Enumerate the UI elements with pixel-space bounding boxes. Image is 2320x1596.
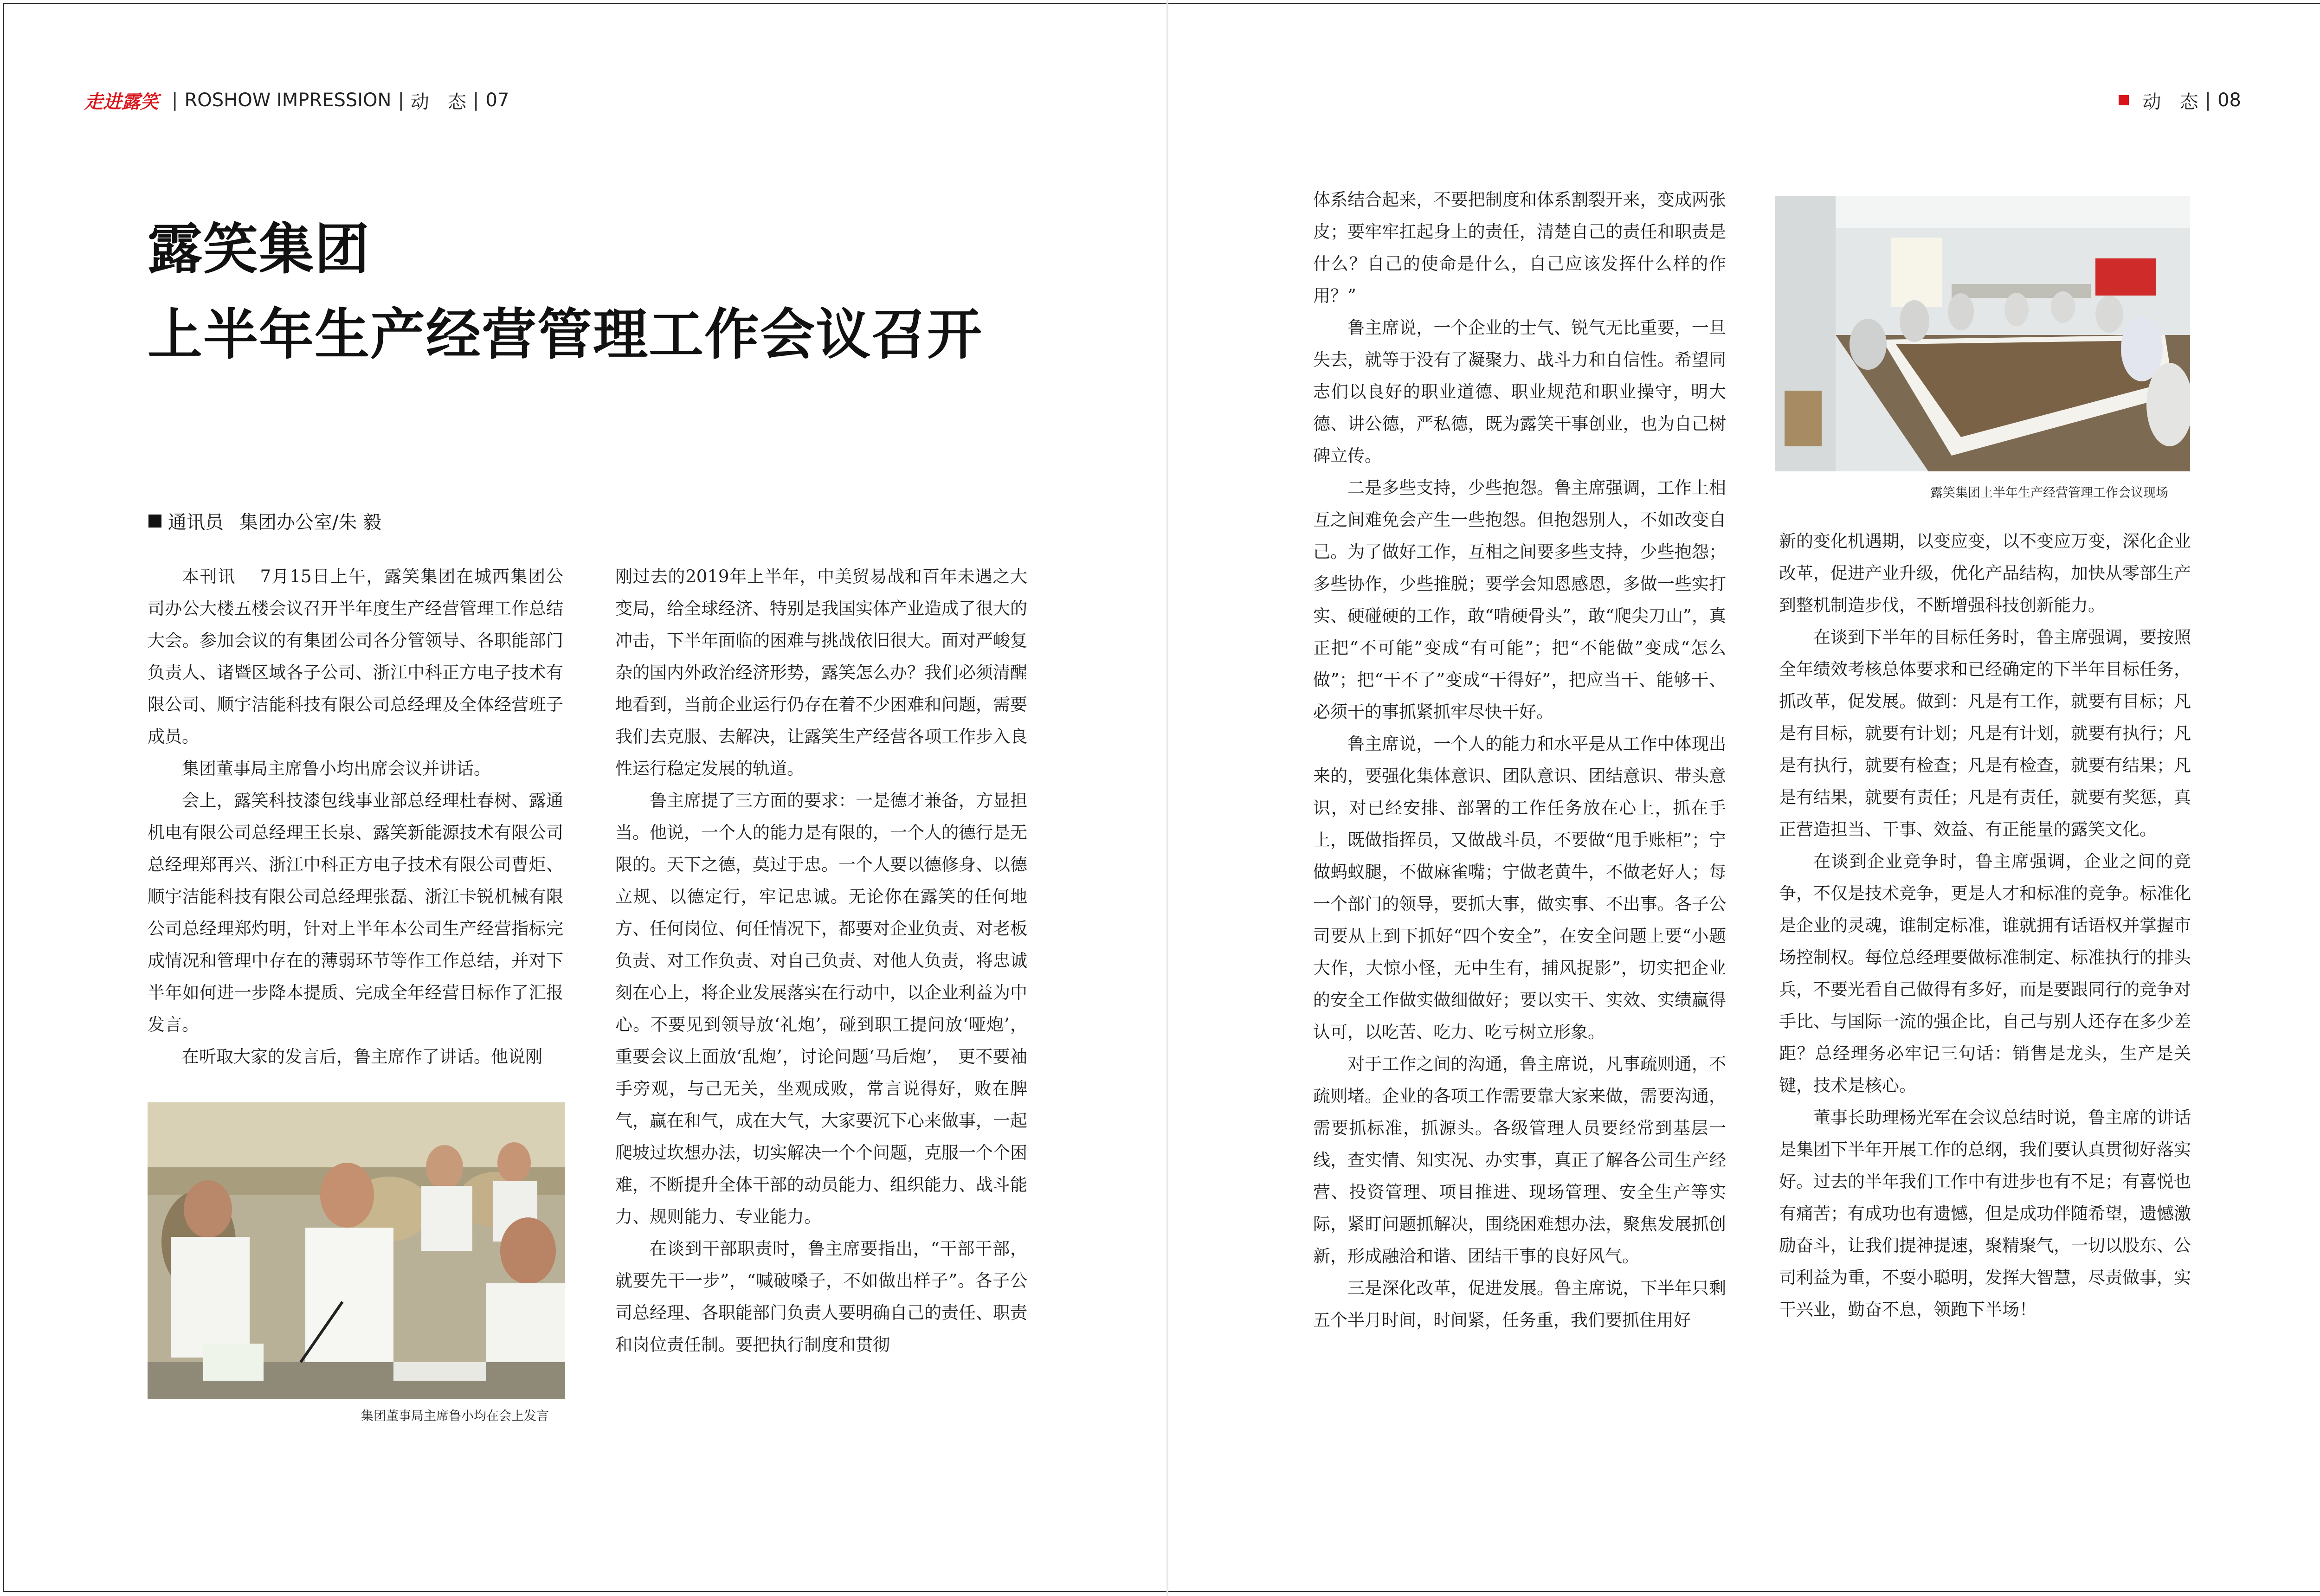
- paragraph: 鲁主席提了三方面的要求：一是德才兼备，方显担当。他说，一个人的能力是有限的，一个人的德行是无限的。天下之德，莫过于忠。一个人要以德修身、以德立规、以德定行，牢记忠诚。无论你在露笑的任何地方、任何岗位、何任情况下，都要对企业负责、对老板负责、对工作负责、对自己负责、对他人负责，将忠诚刻在心上，将企业发展落实在行动中，以企业利益为中心。不要见到领导放‘礼炮’，碰到职工提问放‘哑炮’，重要会议上面放‘乱炮’，讨论问题‘马后炮’， 更不要袖手旁观，与己无关，坐观成败，常言说得好，败在脾气，赢在和气，成在大气，大家要沉下心来做事，一起爬坡过坎想办法，切实解决一个个问题，克服一个个困难，不断提升全体干部的动员能力、组织能力、战斗能力、规则能力、专业能力。: [615, 791, 1027, 1227]
- paragraph: 本刊讯 7月15日上午，露笑集团在城西集团公司办公大楼五楼会议召开半年度生产经营管理工作总结大会。参加会议的有集团公司各分管领导、各职能部门负责人、诸暨区域各子公司、浙江中科正方电子技术有限公司、顺宇洁能科技有限公司总经理及全体经营班子成员。: [148, 566, 563, 747]
- article-column-4: [1779, 525, 2191, 1326]
- paragraph: 在谈到下半年的目标任务时，鲁主席强调，要按照全年绩效考核总体要求和已经确定的下半年目标任务，抓改革，促发展。做到：凡是有工作，就要有目标；凡是有目标，就要有计划；凡是有计划，就要有执行；凡是有执行，就要有检查；凡是有检查，就要有结果；凡是有结果，就要有责任；凡是有责任，就要有奖惩，真正营造担当、干事、效益、有正能量的露笑文化。: [1779, 627, 2191, 839]
- section-marker-icon: [2119, 95, 2129, 105]
- series-name: ROSHOW IMPRESSION: [184, 90, 392, 111]
- article-title-line1: 露笑集团: [148, 217, 371, 281]
- header-divider: |: [398, 90, 404, 111]
- article-column-1: [148, 560, 563, 1073]
- paragraph: 集团董事局主席鲁小均出席会议并讲话。: [182, 759, 491, 779]
- byline: [148, 508, 381, 534]
- section-name: 动 态: [410, 91, 466, 113]
- square-bullet-icon: [148, 515, 161, 528]
- meeting-photo: [1775, 196, 2190, 471]
- article-column-2: [615, 560, 1027, 1361]
- byline-tag: 通讯员: [168, 512, 224, 533]
- article-title-line2: 上半年生产经营管理工作会议召开: [148, 302, 983, 367]
- paragraph: 会上，露笑科技漆包线事业部总经理杜春树、露通机电有限公司总经理王长泉、露笑新能源技术有限公司总经理郑再兴、浙江中科正方电子技术有限公司曹炬、顺宇洁能科技有限公司总经理张磊、浙江卡锐机械有限公司总经理郑灼明，针对上半年本公司生产经营指标完成情况和管理中存在的薄弱环节等作工作总结，并对下半年如何进一步降本提质、完成全年经营目标作了汇报发言。: [148, 791, 563, 1035]
- paragraph: 刚过去的2019年上半年，中美贸易战和百年未遇之大变局，给全球经济、特别是我国实体产业造成了很大的冲击，下半年面临的困难与挑战依旧很大。面对严峻复杂的国内外政治经济形势，露笑怎么办？我们必须清醒地看到，当前企业运行仍存在着不少困难和问题，需要我们去克服、去解决，让露笑生产经营各项工作步入良性运行稳定发展的轨道。: [615, 566, 1027, 779]
- header-divider: |: [472, 90, 479, 111]
- page-number-right: 08: [2217, 90, 2241, 111]
- paragraph: 在谈到干部职责时，鲁主席要指出，“干部干部，就要先干一步”，“喊破嗓子，不如做出样子”。各子公司总经理、各职能部门负责人要明确自己的责任、职责和岗位责任制。要把执行制度和贯彻: [615, 1239, 1027, 1355]
- paragraph: 新的变化机遇期，以变应变，以不变应万变，深化企业改革，促进产业升级，优化产品结构，加快从零部生产到整机制造步伐，不断增强科技创新能力。: [1779, 531, 2191, 615]
- header-divider: |: [172, 90, 178, 111]
- paragraph: 体系结合起来，不要把制度和体系割裂开来，变成两张皮；要牢牢扛起身上的责任，清楚自己的责任和职责是什么？自己的使命是什么，自己应该发挥什么样的作用？”: [1313, 190, 1726, 306]
- byline-author: 集团办公室/朱 毅: [239, 512, 382, 533]
- article-column-3: [1313, 184, 1726, 1336]
- paragraph: 对于工作之间的沟通，鲁主席说，凡事疏则通，不疏则堵。企业的各项工作需要靠大家来做，需要沟通，需要抓标准，抓源头。各级管理人员要经常到基层一线，查实情、知实况、办实事，真正了解各公司生产经营、投资管理、项目推进、现场管理、安全生产等实际，紧盯问题抓解决，围绕困难想办法，聚焦发展抓创新，形成融洽和谐、团结干事的良好风气。: [1313, 1054, 1726, 1266]
- paragraph: 在谈到企业竞争时，鲁主席强调，企业之间的竞争，不仅是技术竞争，更是人才和标准的竞争。标准化是企业的灵魂，谁制定标准，谁就拥有话语权并掌握市场控制权。每位总经理要做标准制定、标准执行的排头兵，不要光看自己做得有多好，而是要跟同行的竞争对手比、与国际一流的强企比，自己与别人还存在多少差距？总经理务必牢记三句话：销售是龙头，生产是关键，技术是核心。: [1779, 851, 2191, 1095]
- paragraph: 二是多些支持，少些抱怨。鲁主席强调，工作上相互之间难免会产生一些抱怨。但抱怨别人，不如改变自己。为了做好工作，互相之间要多些支持，少些抱怨；多些协作，少些推脱；要学会知恩感恩，多做一些实打实、硬碰硬的工作，敢“啃硬骨头”，敢“爬尖刀山”，真正把“不可能”变成“有可能”；把“不能做”变成“怎么做”；把“干不了”变成“干得好”，把应当干、能够干、必须干的事抓紧抓牢尽快干好。: [1313, 478, 1726, 722]
- speaker-photo: [148, 1102, 565, 1399]
- paragraph: 董事长助理杨光军在会议总结时说，鲁主席的讲话是集团下半年开展工作的总纲，我们要认真贯彻好落实好。过去的半年我们工作中有进步也有不足；有喜悦也有痛苦；有成功也有遗憾，但是成功伴随希望，遗憾激励奋斗，让我们提神提速，聚精聚气，一切以股东、公司利益为重，不耍小聪明，发挥大智慧，尽责做事，实干兴业，勤奋不息，领跑下半场！: [1779, 1107, 2191, 1319]
- page-number-left: 07: [485, 90, 509, 111]
- paragraph: 鲁主席说，一个人的能力和水平是从工作中体现出来的，要强化集体意识、团队意识、团结意识、带头意识，对已经安排、部署的工作任务放在心上，抓在手上，既做指挥员，又做战斗员，不要做“甩手账柜”；宁做蚂蚁腿，不做麻雀嘴；宁做老黄牛，不做老好人；每一个部门的领导，要抓大事，做实事、不出事。各子公司要从上到下抓好“四个安全”，在安全问题上要“小题大作，大惊小怪，无中生有，捕风捉影”，切实把企业的安全工作做实做细做好；要以实干、实效、实绩赢得认可，以吃苦、吃力、吃亏树立形象。: [1313, 734, 1726, 1042]
- paragraph: 鲁主席说，一个企业的士气、锐气无比重要，一旦失去，就等于没有了凝聚力、战斗力和自信性。希望同志们以良好的职业道德、职业规范和职业操守，明大德、讲公德，严私德，既为露笑干事创业，也为自己树碑立传。: [1313, 318, 1726, 466]
- header-left: [84, 86, 509, 114]
- section-name: 动 态: [2142, 91, 2198, 113]
- photo-caption-1: 集团董事局主席鲁小均在会上发言: [361, 1409, 549, 1423]
- photo-caption-2: 露笑集团上半年生产经营管理工作会议现场: [1930, 486, 2168, 500]
- paragraph: 在听取大家的发言后，鲁主席作了讲话。他说刚: [182, 1047, 542, 1067]
- header-right: [2119, 86, 2241, 114]
- page-spine: [1166, 0, 1168, 1596]
- magazine-logo: 走进露笑: [84, 90, 159, 113]
- paragraph: 三是深化改革，促进发展。鲁主席说，下半年只剩五个半月时间，时间紧，任务重，我们要抓住用好: [1313, 1278, 1726, 1330]
- header-divider: |: [2204, 90, 2211, 111]
